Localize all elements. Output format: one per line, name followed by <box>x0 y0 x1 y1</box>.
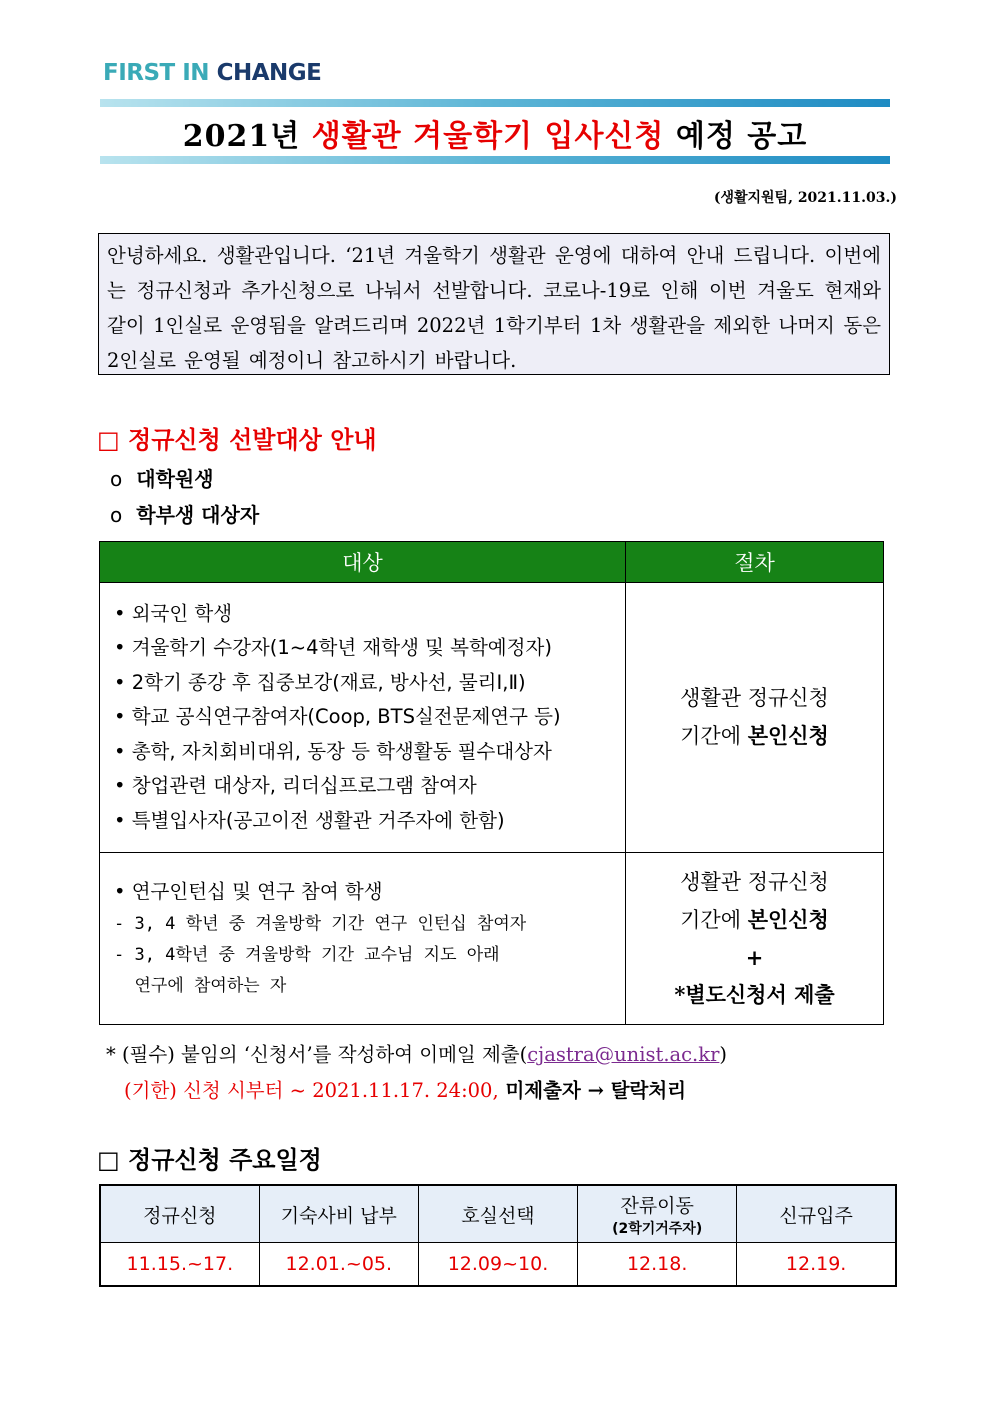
section1-heading: □ 정규신청 선발대상 안내 <box>97 426 377 454</box>
logo-part1: FIRST IN <box>103 60 217 86</box>
col-header-procedure: 절차 <box>626 542 884 583</box>
title-suffix: 예정 공고 <box>664 119 808 154</box>
schedule-date: 12.19. <box>737 1243 896 1287</box>
schedule-header-sub: (2학기거주자) <box>612 1220 703 1237</box>
bullet-item <box>110 463 214 492</box>
target-item: • 2학기 종강 후 집중보강(재료, 방사선, 물리Ⅰ,Ⅱ) <box>114 670 526 694</box>
note-text: ) <box>719 1043 728 1066</box>
procedure-cell <box>626 583 884 853</box>
procedure-line: 생활관 정규신청 <box>680 870 829 894</box>
target-item: • 외국인 학생 <box>114 601 233 625</box>
schedule-header: 호실선택 <box>418 1185 577 1243</box>
procedure-emphasis: 본인신청 <box>747 723 829 748</box>
schedule-header: 기숙사비 납부 <box>259 1185 418 1243</box>
bullet-label: 학부생 대상자 <box>136 503 260 527</box>
procedure-line <box>627 901 882 939</box>
procedure-line <box>627 717 882 755</box>
target-item: • 연구인턴십 및 연구 참여 학생 <box>114 879 383 903</box>
page-title <box>100 111 890 155</box>
schedule-date: 12.09~10. <box>418 1243 577 1287</box>
target-cell <box>100 583 626 853</box>
title-highlight: 생활관 겨울학기 입사신청 <box>311 119 665 154</box>
intro-box: 안녕하세요. 생활관입니다. ‘21년 겨울학기 생활관 운영에 대하여 안내 드립니다. 이번에는 정규신청과 추가신청으로 나눠서 선발합니다. 코로나-19로 인해 이번 겨울도 현재와 같이 1인실로 운영됨을 알려드리며 2022년 1학기부터 1차 생활관을 제외한 나머지 동은 2인실로 운영될 예정이니 참고하시기 바랍니다. <box>98 233 890 375</box>
eligibility-table <box>99 541 884 1025</box>
col-header-target: 대상 <box>100 542 626 583</box>
procedure-plus: + <box>745 945 764 970</box>
procedure-text: 기간에 <box>680 908 748 932</box>
procedure-line: 생활관 정규신청 <box>680 686 829 710</box>
target-subitem: - 3, 4 학년 중 겨울방학 기간 연구 인턴십 참여자 <box>114 914 527 935</box>
deadline-consequence: 미제출자 → 탈락처리 <box>498 1079 687 1102</box>
note-deadline <box>124 1075 686 1103</box>
target-item: • 특별입사자(공고이전 생활관 거주자에 한함) <box>114 808 505 832</box>
title-prefix: 2021년 <box>182 119 312 154</box>
section2-heading: □ 정규신청 주요일정 <box>97 1146 322 1174</box>
schedule-header <box>578 1185 737 1243</box>
schedule-date: 12.18. <box>578 1243 737 1287</box>
procedure-emphasis: 본인신청 <box>747 907 829 932</box>
procedure-extra: *별도신청서 제출 <box>674 982 835 1007</box>
top-divider <box>100 99 890 107</box>
schedule-header: 정규신청 <box>100 1185 259 1243</box>
logo <box>103 60 321 86</box>
target-cell <box>100 853 626 1025</box>
issue-date: (생활지원팀, 2021.11.03.) <box>713 190 897 206</box>
bottom-divider <box>100 156 890 164</box>
target-subitem: 연구에 참여하는 자 <box>114 976 287 997</box>
schedule-date: 12.01.~05. <box>259 1243 418 1287</box>
bullet-label: 대학원생 <box>136 467 214 491</box>
email-link[interactable]: cjastra@unist.ac.kr <box>527 1043 720 1066</box>
bullet-mark: o <box>110 467 123 491</box>
target-item: • 총학, 자치회비대위, 동장 등 학생활동 필수대상자 <box>114 739 552 763</box>
note-required <box>106 1039 727 1067</box>
procedure-text: 기간에 <box>680 724 748 748</box>
schedule-date: 11.15.~17. <box>100 1243 259 1287</box>
procedure-cell <box>626 853 884 1025</box>
schedule-header-label: 잔류이동 <box>620 1194 694 1217</box>
target-item: • 겨울학기 수강자(1~4학년 재학생 및 복학예정자) <box>114 636 552 660</box>
schedule-header: 신규입주 <box>737 1185 896 1243</box>
bullet-mark: o <box>110 503 123 527</box>
schedule-table <box>99 1184 897 1287</box>
note-text: * (필수) 붙임의 ‘신청서’를 작성하여 이메일 제출( <box>106 1043 528 1066</box>
bullet-item <box>110 499 259 528</box>
target-subitem: - 3, 4학년 중 겨울방학 기간 교수님 지도 아래 <box>114 945 500 966</box>
logo-part2: CHANGE <box>216 60 322 86</box>
target-item: • 학교 공식연구참여자(Coop, BTS실전문제연구 등) <box>114 705 561 729</box>
deadline-text: (기한) 신청 시부터 ~ 2021.11.17. 24:00, <box>124 1079 499 1102</box>
target-item: • 창업관련 대상자, 리더십프로그램 참여자 <box>114 774 477 798</box>
